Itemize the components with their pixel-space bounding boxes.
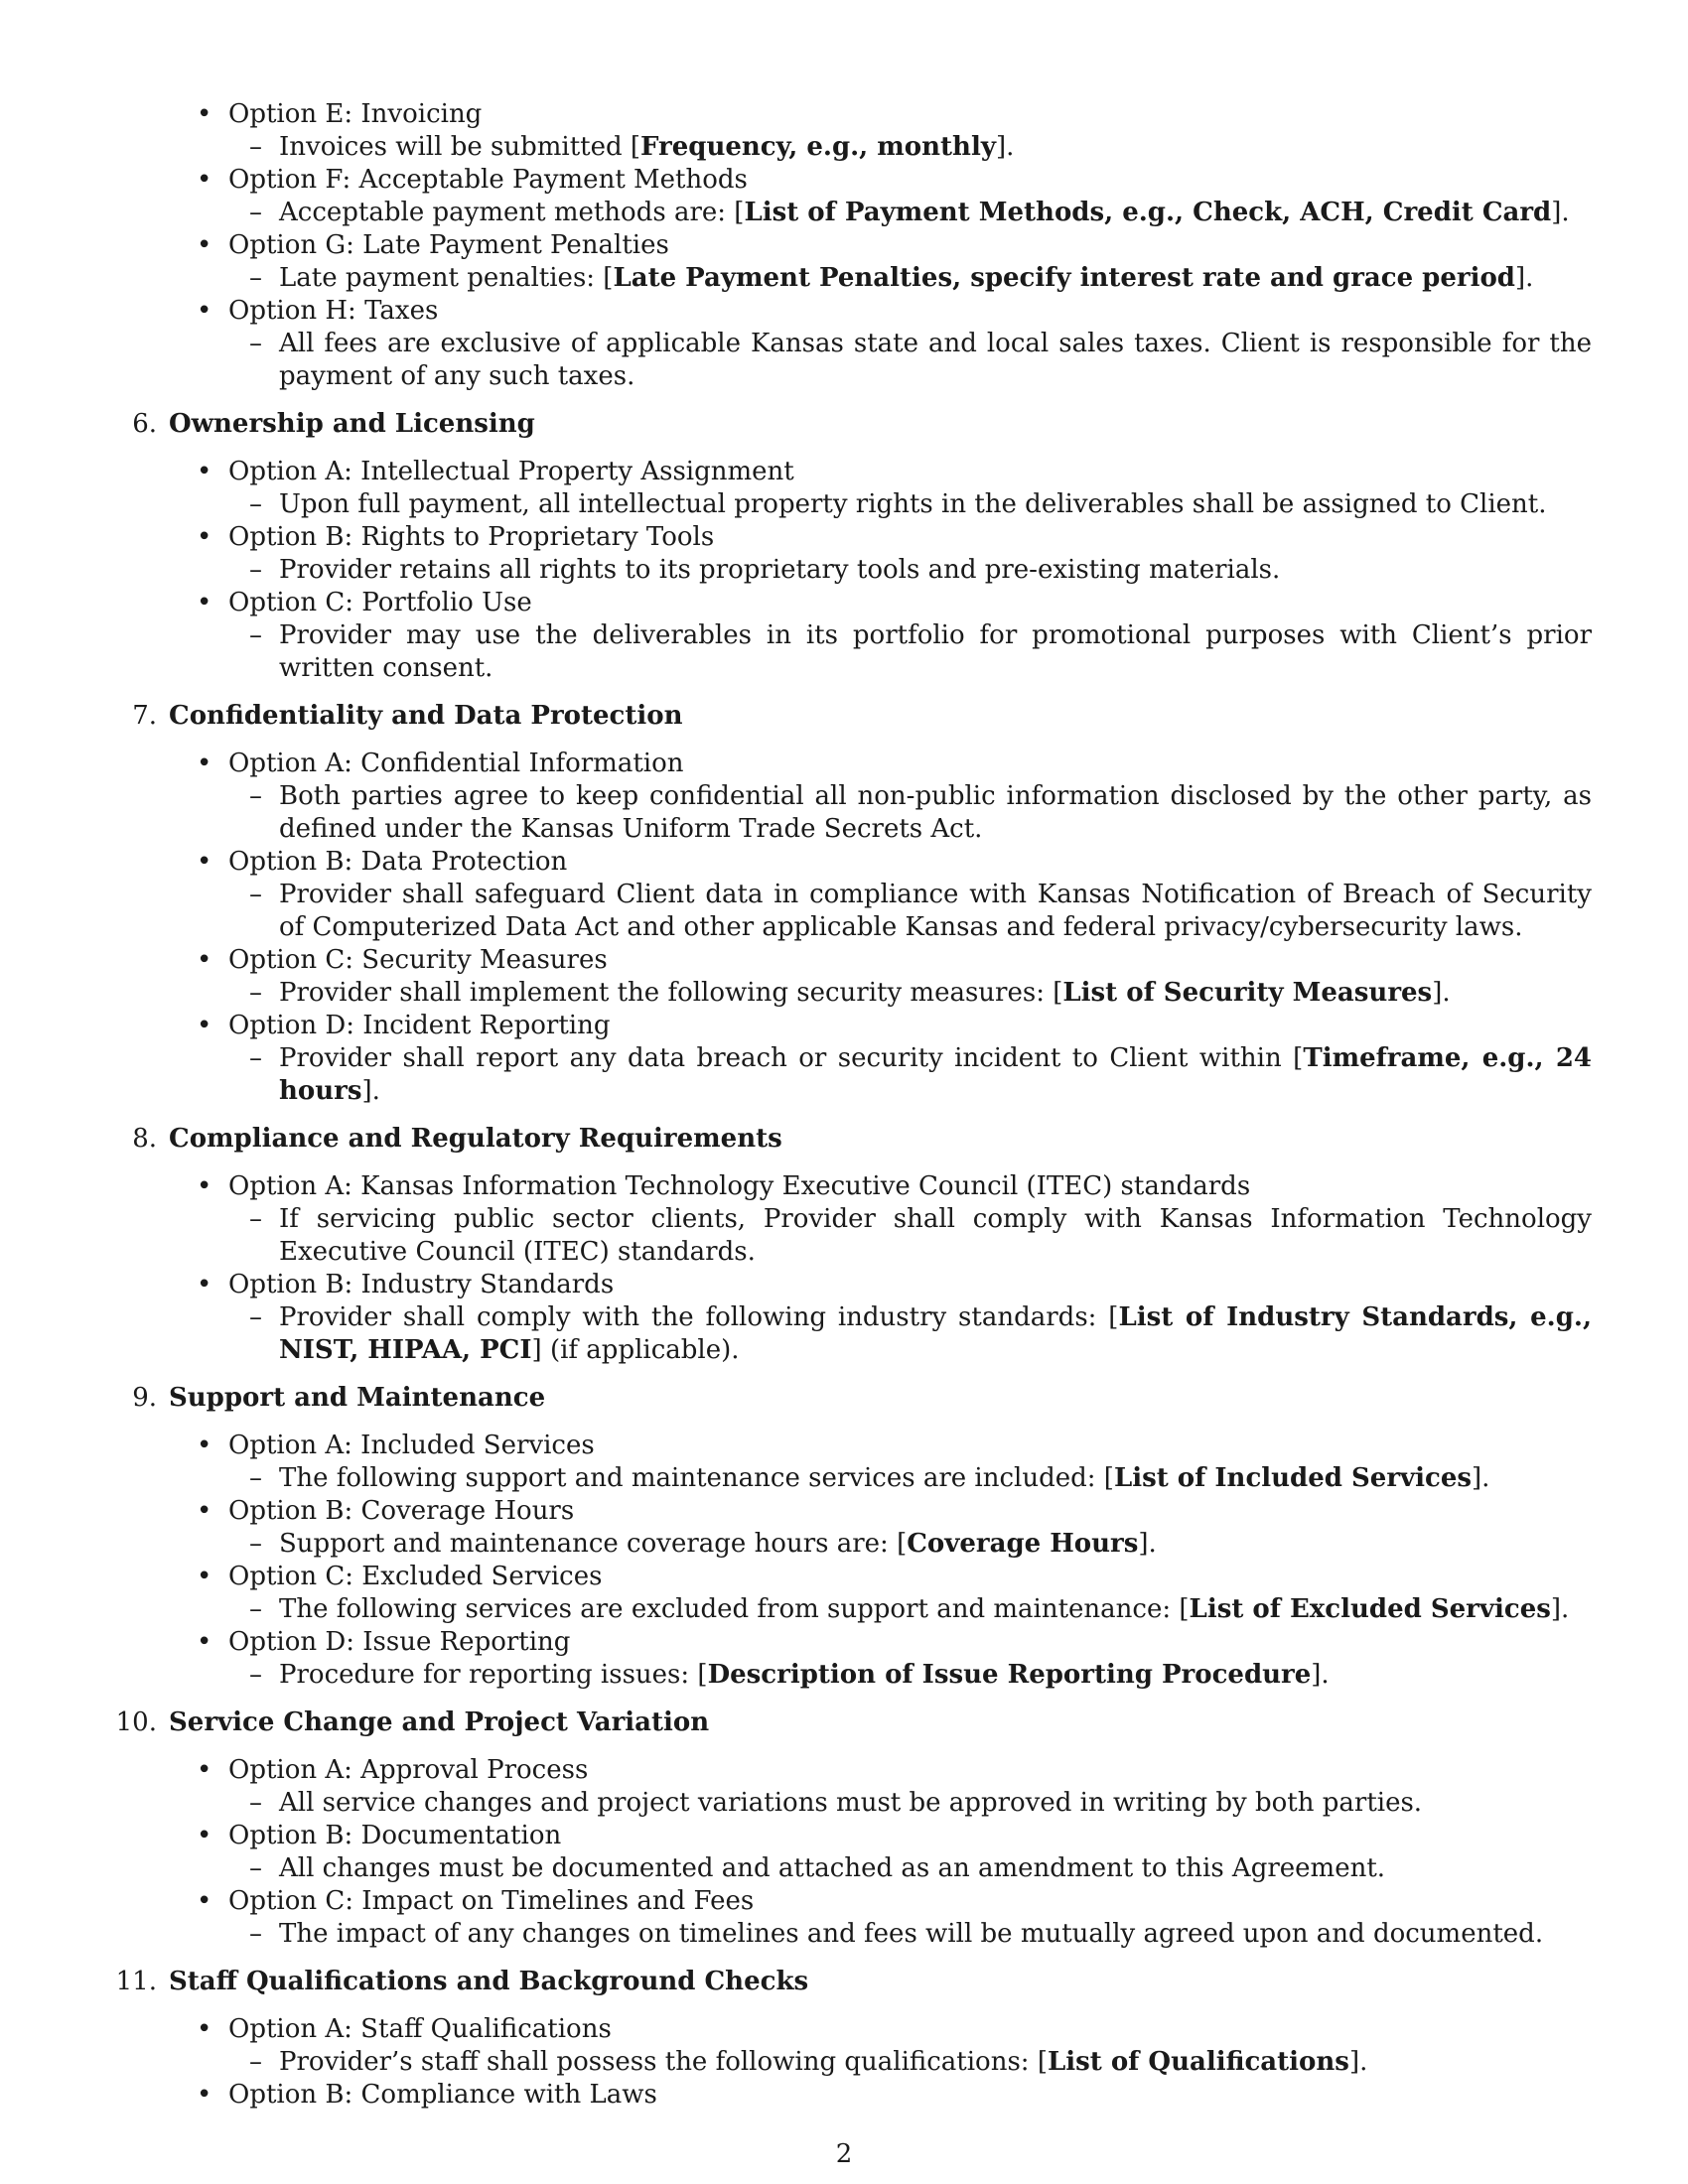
sub-item xyxy=(0,1852,1688,1885)
section-heading xyxy=(0,1966,1688,1998)
sub-text: ]. xyxy=(1432,978,1451,1008)
dash-icon: – xyxy=(249,198,262,227)
bullet-icon: • xyxy=(197,1562,212,1591)
sub-item xyxy=(0,1528,1688,1561)
sub-text: ]. xyxy=(1348,2047,1368,2077)
option-list xyxy=(0,1754,1688,1951)
option-list xyxy=(0,456,1688,685)
bullet-icon: • xyxy=(197,1496,212,1526)
sub-text: ]. xyxy=(1138,1529,1157,1559)
section-number: 10. xyxy=(115,1707,157,1737)
section-number: 8. xyxy=(132,1124,157,1154)
option-label: Option B: Rights to Proprietary Tools xyxy=(228,522,715,552)
sub-item-list xyxy=(228,1462,1688,1495)
placeholder-field: List of Included Services xyxy=(1113,1463,1473,1493)
sub-item-list xyxy=(228,1852,1688,1885)
option-label: Option A: Approval Process xyxy=(228,1755,589,1785)
dash-icon: – xyxy=(249,1302,262,1332)
sub-text: Provider retains all rights to its proprietary tools and pre-existing materials. xyxy=(279,555,1281,585)
placeholder-field: Late Payment Penalties, specify interest rate and grace period xyxy=(613,263,1515,293)
sub-item-list xyxy=(228,780,1688,846)
bullet-icon: • xyxy=(197,230,212,260)
section-heading xyxy=(0,700,1688,733)
sub-item xyxy=(0,879,1688,944)
option-item xyxy=(0,1269,1688,1367)
dash-icon: – xyxy=(249,1204,262,1234)
placeholder-field: Timeframe, e.g., 24 hours xyxy=(279,1043,1592,1106)
sub-item-list xyxy=(228,2046,1688,2079)
section-heading xyxy=(0,408,1688,441)
sub-item xyxy=(0,1593,1688,1626)
sub-text: Both parties agree to keep confidential all non-public information disclosed by the other party, as defined under the Kansas Uniform Trade Secrets Act. xyxy=(279,781,1592,844)
option-label: Option F: Acceptable Payment Methods xyxy=(228,165,748,195)
sub-item-list xyxy=(228,488,1688,521)
option-label: Option B: Industry Standards xyxy=(228,1270,615,1299)
placeholder-field: Coverage Hours xyxy=(907,1529,1139,1559)
option-item xyxy=(0,456,1688,521)
sub-text: ]. xyxy=(995,132,1015,162)
sub-text: ]. xyxy=(361,1076,380,1106)
option-item xyxy=(0,1885,1688,1951)
option-label: Option A: Staff Qualifications xyxy=(228,2014,612,2044)
dash-icon: – xyxy=(249,329,262,358)
sub-text: ]. xyxy=(1514,263,1534,293)
sub-text: Upon full payment, all intellectual property rights in the deliverables shall be assigned to Client. xyxy=(279,489,1547,519)
sub-text: ] (if applicable). xyxy=(531,1335,740,1365)
placeholder-field: Description of Issue Reporting Procedure xyxy=(707,1660,1312,1690)
option-list xyxy=(0,2013,1688,2112)
section xyxy=(0,1706,1688,1951)
placeholder-field: List of Industry Standards, e.g., NIST, HIPAA, PCI xyxy=(279,1302,1592,1365)
option-label: Option A: Confidential Information xyxy=(228,749,684,778)
sub-text: Late payment penalties: [ xyxy=(279,263,614,293)
sub-text: The following services are excluded from support and maintenance: [ xyxy=(279,1594,1190,1624)
option-label: Option B: Documentation xyxy=(228,1821,562,1850)
dash-icon: – xyxy=(249,132,262,162)
sub-text: Procedure for reporting issues: [ xyxy=(279,1660,708,1690)
section-title: Ownership and Licensing xyxy=(169,409,535,439)
option-label: Option C: Excluded Services xyxy=(228,1562,603,1591)
sub-text: All service changes and project variations must be approved in writing by both parties. xyxy=(279,1788,1423,1818)
option-item xyxy=(0,1754,1688,1820)
document-body xyxy=(0,98,1688,2112)
option-item xyxy=(0,1561,1688,1626)
option-label: Option C: Portfolio Use xyxy=(228,588,532,617)
placeholder-field: List of Payment Methods, e.g., Check, ACH, Credit Card xyxy=(744,198,1552,227)
bullet-icon: • xyxy=(197,588,212,617)
option-item xyxy=(0,748,1688,846)
option-item xyxy=(0,1010,1688,1108)
section-title: Staff Qualifications and Background Checks xyxy=(169,1967,809,1996)
section-number: 7. xyxy=(132,701,157,731)
bullet-icon: • xyxy=(197,2014,212,2044)
sub-item xyxy=(0,554,1688,587)
sub-text: Provider shall implement the following security measures: [ xyxy=(279,978,1063,1008)
sub-text: All changes must be documented and attached as an amendment to this Agreement. xyxy=(279,1853,1386,1883)
option-label: Option C: Security Measures xyxy=(228,945,608,975)
sub-item xyxy=(0,2046,1688,2079)
sub-item xyxy=(0,197,1688,229)
bullet-icon: • xyxy=(197,1171,212,1201)
option-item xyxy=(0,1170,1688,1269)
section-title: Compliance and Regulatory Requirements xyxy=(169,1124,782,1154)
sub-item xyxy=(0,131,1688,164)
sub-item-list xyxy=(228,977,1688,1010)
option-item xyxy=(0,521,1688,587)
option-label: Option G: Late Payment Penalties xyxy=(228,230,669,260)
option-label: Option A: Included Services xyxy=(228,1431,595,1460)
dash-icon: – xyxy=(249,555,262,585)
option-item xyxy=(0,846,1688,944)
sub-item xyxy=(0,488,1688,521)
sub-item-list xyxy=(228,1659,1688,1692)
sub-item-list xyxy=(228,262,1688,295)
option-item xyxy=(0,1626,1688,1692)
option-label: Option H: Taxes xyxy=(228,296,439,326)
option-item xyxy=(0,944,1688,1010)
dash-icon: – xyxy=(249,1594,262,1624)
sub-item-list xyxy=(228,1042,1688,1108)
section-title: Service Change and Project Variation xyxy=(169,1707,710,1737)
dash-icon: – xyxy=(249,880,262,909)
option-label: Option B: Compliance with Laws xyxy=(228,2080,657,2110)
bullet-icon: • xyxy=(197,296,212,326)
dash-icon: – xyxy=(249,620,262,650)
sub-item xyxy=(0,977,1688,1010)
sub-text: ]. xyxy=(1311,1660,1330,1690)
sub-item-list xyxy=(228,554,1688,587)
section-title: Confidentiality and Data Protection xyxy=(169,701,683,731)
sub-text: All fees are exclusive of applicable Kansas state and local sales taxes. Client is responsible for the payment of any such taxes. xyxy=(279,329,1592,391)
sub-item-list xyxy=(228,197,1688,229)
option-label: Option A: Kansas Information Technology Executive Council (ITEC) standards xyxy=(228,1171,1251,1201)
dash-icon: – xyxy=(249,1660,262,1690)
sub-item xyxy=(0,1787,1688,1820)
bullet-icon: • xyxy=(197,522,212,552)
sub-item xyxy=(0,780,1688,846)
sub-item-list xyxy=(228,619,1688,685)
sub-item-list xyxy=(228,1593,1688,1626)
option-item xyxy=(0,2079,1688,2112)
bullet-icon: • xyxy=(197,1886,212,1916)
section-number: 9. xyxy=(132,1383,157,1413)
section-heading xyxy=(0,1123,1688,1156)
sub-item-list xyxy=(228,1787,1688,1820)
sub-item xyxy=(0,1042,1688,1108)
section-list xyxy=(0,408,1688,2112)
option-label: Option D: Issue Reporting xyxy=(228,1627,571,1657)
dash-icon: – xyxy=(249,1463,262,1493)
dash-icon: – xyxy=(249,2047,262,2077)
sub-item-list xyxy=(228,1528,1688,1561)
option-item xyxy=(0,295,1688,393)
placeholder-field: List of Qualifications xyxy=(1047,2047,1349,2077)
sub-item xyxy=(0,1203,1688,1269)
sub-text: Acceptable payment methods are: [ xyxy=(279,198,745,227)
placeholder-field: List of Excluded Services xyxy=(1189,1594,1551,1624)
dash-icon: – xyxy=(249,978,262,1008)
sub-item xyxy=(0,262,1688,295)
section-heading xyxy=(0,1706,1688,1739)
section xyxy=(0,700,1688,1108)
sub-text: If servicing public sector clients, Provider shall comply with Kansas Information Technology Executive Council (ITEC) standards. xyxy=(279,1204,1592,1267)
option-item xyxy=(0,1820,1688,1885)
dash-icon: – xyxy=(249,263,262,293)
bullet-icon: • xyxy=(197,99,212,129)
sub-item-list xyxy=(228,879,1688,944)
dash-icon: – xyxy=(249,1853,262,1883)
option-label: Option A: Intellectual Property Assignment xyxy=(228,457,794,486)
bullet-icon: • xyxy=(197,1270,212,1299)
dash-icon: – xyxy=(249,489,262,519)
dash-icon: – xyxy=(249,1043,262,1073)
sub-text: Provider’s staff shall possess the following qualifications: [ xyxy=(279,2047,1048,2077)
sub-text: The following support and maintenance services are included: [ xyxy=(279,1463,1114,1493)
option-label: Option B: Data Protection xyxy=(228,847,568,877)
option-item xyxy=(0,164,1688,229)
option-item xyxy=(0,229,1688,295)
placeholder-field: Frequency, e.g., monthly xyxy=(640,132,996,162)
section xyxy=(0,408,1688,685)
sub-text: Support and maintenance coverage hours are: [ xyxy=(279,1529,908,1559)
section-number: 11. xyxy=(115,1967,157,1996)
bullet-icon: • xyxy=(197,1431,212,1460)
sub-text: Provider may use the deliverables in its portfolio for promotional purposes with Client’s prior written consent. xyxy=(279,620,1592,683)
option-item xyxy=(0,2013,1688,2079)
page-number: 2 xyxy=(835,2139,853,2169)
dash-icon: – xyxy=(249,1788,262,1818)
option-item xyxy=(0,1495,1688,1561)
placeholder-field: List of Security Measures xyxy=(1062,978,1433,1008)
sub-item-list xyxy=(228,1301,1688,1367)
option-item xyxy=(0,98,1688,164)
bullet-icon: • xyxy=(197,2080,212,2110)
section xyxy=(0,1123,1688,1367)
sub-item xyxy=(0,328,1688,393)
sub-text: ]. xyxy=(1550,1594,1570,1624)
option-list xyxy=(0,1170,1688,1367)
option-label: Option E: Invoicing xyxy=(228,99,483,129)
bullet-icon: • xyxy=(197,1011,212,1040)
option-item xyxy=(0,587,1688,685)
sub-item xyxy=(0,1301,1688,1367)
sub-item-list xyxy=(228,1203,1688,1269)
section-title: Support and Maintenance xyxy=(169,1383,546,1413)
bullet-icon: • xyxy=(197,945,212,975)
sub-text: ]. xyxy=(1551,198,1570,227)
bullet-icon: • xyxy=(197,1821,212,1850)
option-item xyxy=(0,1430,1688,1495)
section xyxy=(0,1966,1688,2112)
section-heading xyxy=(0,1382,1688,1415)
sub-text: Invoices will be submitted [ xyxy=(279,132,641,162)
sub-item xyxy=(0,1462,1688,1495)
bullet-icon: • xyxy=(197,1627,212,1657)
option-list xyxy=(0,1430,1688,1692)
sub-item-list xyxy=(228,131,1688,164)
sub-item xyxy=(0,619,1688,685)
bullet-icon: • xyxy=(197,457,212,486)
lead-option-list xyxy=(0,98,1688,393)
bullet-icon: • xyxy=(197,165,212,195)
bullet-icon: • xyxy=(197,847,212,877)
option-label: Option C: Impact on Timelines and Fees xyxy=(228,1886,755,1916)
dash-icon: – xyxy=(249,781,262,811)
sub-item xyxy=(0,1659,1688,1692)
section xyxy=(0,1382,1688,1692)
sub-text: The impact of any changes on timelines and fees will be mutually agreed upon and documented. xyxy=(279,1919,1544,1949)
option-label: Option B: Coverage Hours xyxy=(228,1496,575,1526)
sub-text: Provider shall comply with the following industry standards: [ xyxy=(279,1302,1119,1332)
sub-item xyxy=(0,1918,1688,1951)
option-label: Option D: Incident Reporting xyxy=(228,1011,611,1040)
sub-text: Provider shall safeguard Client data in compliance with Kansas Notification of Breach of Security of Computerized Data Act and other applicable Kansas and federal privacy/cybersecurity laws. xyxy=(279,880,1592,942)
bullet-icon: • xyxy=(197,1755,212,1785)
sub-item-list xyxy=(228,1918,1688,1951)
bullet-icon: • xyxy=(197,749,212,778)
dash-icon: – xyxy=(249,1529,262,1559)
dash-icon: – xyxy=(249,1919,262,1949)
sub-text: ]. xyxy=(1472,1463,1490,1493)
sub-item-list xyxy=(228,328,1688,393)
section-number: 6. xyxy=(132,409,157,439)
sub-text: Provider shall report any data breach or security incident to Client within [ xyxy=(279,1043,1304,1073)
option-list xyxy=(0,748,1688,1108)
